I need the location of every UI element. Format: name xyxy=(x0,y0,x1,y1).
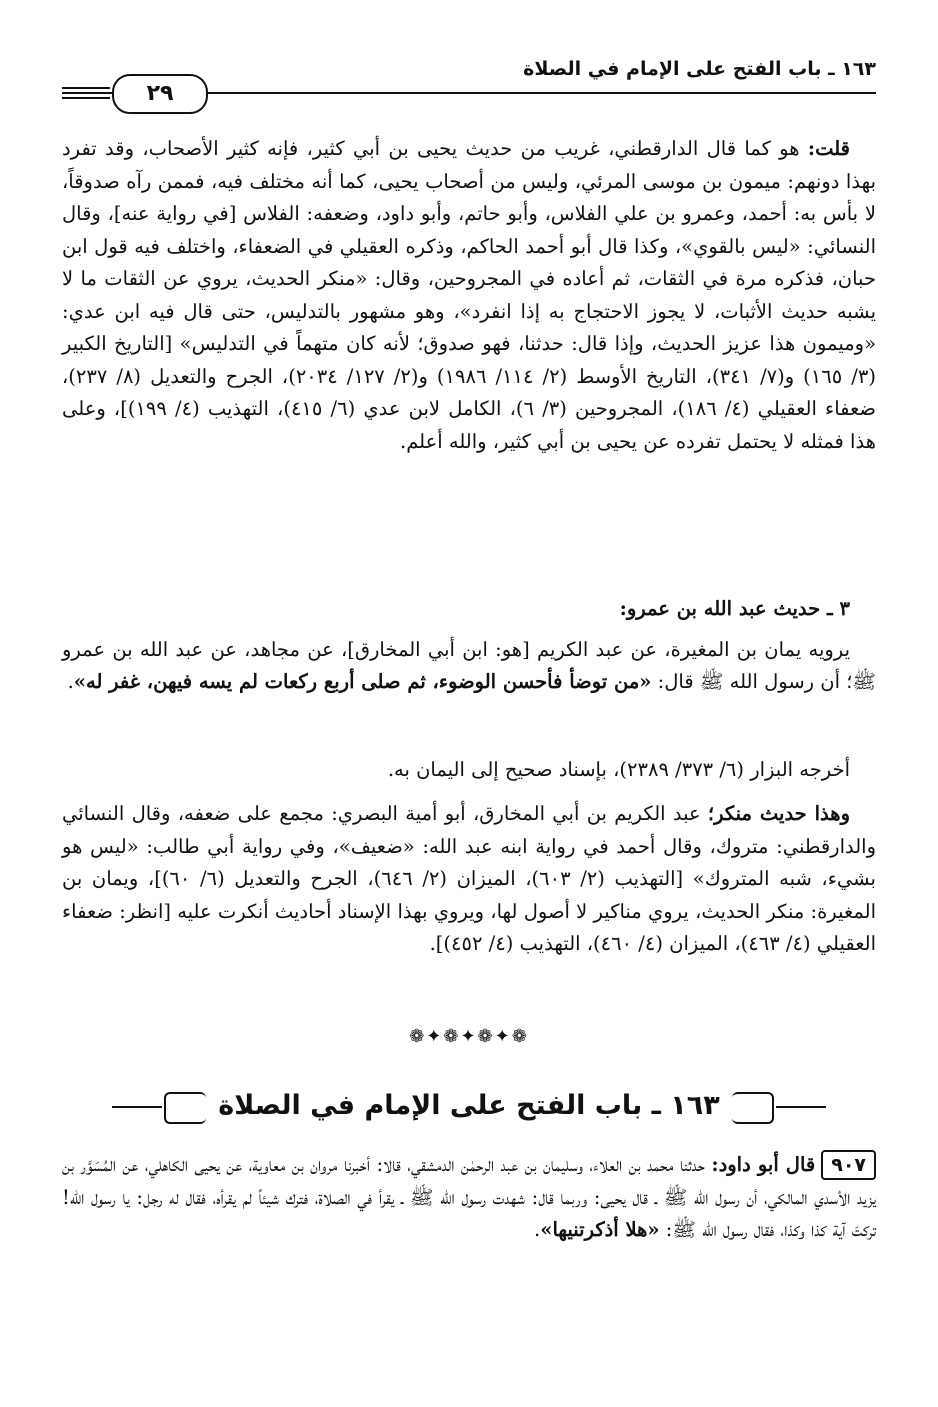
hadith-entry xyxy=(62,1149,876,1247)
hadith-matn: «من توضأ فأحسن الوضوء، ثم صلى أربع ركعات لم يسه فيهن، غفر له» xyxy=(73,670,652,693)
commentary-paragraph xyxy=(62,133,876,458)
hadith-lead: قال أبو داود: xyxy=(711,1153,816,1176)
takhrij-text: أخرجه البزار (٦/ ٣٧٣/ ٢٣٨٩)، بإسناد صحيح إلى اليمان به. xyxy=(387,758,850,781)
hadith-number: ٩٠٧ xyxy=(821,1150,876,1180)
hadith-text: حدثنا محمد بن العلاء، وسليمان بن عبد الرحمٰن الدمشقي، قالا: أخبرنا مروان بن معاوية، عن يحيى الكاهلي، عن المُسَوَّر بن يزيد الأسدي المالكي، أن رسول الله ﷺ ـ قال يحيى: وربما قال: شهدت رسول الله ﷺ ـ يقرأ في الصلاة، فترك شيئاً لم يقرأه، فقال له رجل: يا رسول الله! تركتَ آية كذا وكذا، فقال رسول الله ﷺ: xyxy=(62,1153,876,1241)
page-header xyxy=(62,52,876,122)
paragraph-lead: قلت: xyxy=(807,137,850,160)
punctuation: . xyxy=(534,1218,541,1241)
hadith-chain: يرويه يمان بن المغيرة، عن عبد الكريم [هو: ابن أبي المخارق]، عن مجاهد، عن عبد الله بن عمرو ﷺ؛ أن رسول الله ﷺ قال: xyxy=(62,637,876,693)
punctuation: . xyxy=(67,670,74,693)
hadith-quote: «هلا أذكرتنيها» xyxy=(540,1218,660,1241)
chapter-flourish-right xyxy=(776,1106,826,1108)
page-number: ٢٩ xyxy=(112,74,208,114)
chapter-heading xyxy=(150,1078,788,1134)
verdict-paragraph xyxy=(62,788,876,961)
chapter-title: ١٦٣ ـ باب الفتح على الإمام في الصلاة xyxy=(218,1090,720,1121)
header-rule-lower xyxy=(62,97,110,99)
running-title: ١٦٣ ـ باب الفتح على الإمام في الصلاة xyxy=(523,58,876,80)
takhrij-paragraph xyxy=(62,754,876,787)
chapter-bracket-right xyxy=(732,1092,774,1124)
section-heading: ٣ ـ حديث عبد الله بن عمرو: xyxy=(619,597,850,620)
verdict-lead: وهذا حديث منكر؛ xyxy=(707,802,850,825)
header-rule-upper xyxy=(62,87,110,89)
paragraph-text: هو كما قال الدارقطني، غريب من حديث يحيى بن أبي كثير، فإنه كثير الأصحاب، وقد تفرد بهذا دونهم: ميمون بن موسى المرئي، وليس من أصحاب يحيى، كما أنه مختلف فيه، فممن رآه صدوقاً، لا بأس به: أحمد، وعمرو بن علي الفلاس، وأبو حاتم، وأبو داود، وضعفه: الفلاس [في رواية عنه]، وقال النسائي: «ليس بالقوي»، وكذا قال أبو أحمد الحاكم، وذكره العقيلي في الضعفاء، واختلف فيه قول ابن حبان، فذكره مرة في الثقات، ثم أعاده في المجروحين، وقال: «منكر الحديث، يروي عن الثقات ما لا يشبه حديث الأثبات، لا يجوز الاحتجاج به إذا انفرد»، وهو مشهور بالتدليس، حتى قال فيه ابن عدي: «وميمون هذا عزيز الحديث، وإذا قال: حدثنا، فهو صدوق؛ لأنه كان متهماً في التدليس» [التاريخ الكبير (٣/ ١٦٥) و(٧/ ٣٤١)، التاريخ الأوسط (٢/ ١١٤/ ١٩٨٦) و(٢/ ١٢٧/ ٢٠٣٤)، الجرح والتعديل (٨/ ٢٣٧)، ضعفاء العقيلي (٤/ ١٨٦)، المجروحين (٣/ ٦)، الكامل لابن عدي (٦/ ٤١٥)، التهذيب (٤/ ١٩٩)]، وعلى هذا فمثله لا يحتمل تفرده عن يحيى بن أبي كثير، والله أعلم. xyxy=(62,137,876,453)
chapter-bracket-left xyxy=(164,1092,206,1124)
section-divider-ornament: ❁✦❁✦❁✦❁ xyxy=(409,1026,529,1047)
verdict-text: عبد الكريم بن أبي المخارق، أبو أمية البصري: مجمع على ضعفه، وقال النسائي والدارقطني: متروك، وقال أحمد في رواية ابنه عبد الله: «ضعيف»، وفي رواية أبي طالب: «ليس هو بشيء، شبه المتروك» [التهذيب (٢/ ٦٠٣)، الميزان (٢/ ٦٤٦)، الجرح والتعديل (٦/ ٦٠)]، ويمان بن المغيرة: منكر الحديث، يروي مناكير لا أصول لها، ويروي بهذا الإسناد أحاديث أنكرت عليه [انظر: ضعفاء العقيلي (٤/ ٤٦٣)، الميزان (٤/ ٤٦٠)، التهذيب (٤/ ٤٥٢)]. xyxy=(62,802,876,955)
chapter-flourish-left xyxy=(112,1106,162,1108)
chapter-title-frame xyxy=(192,1078,745,1134)
hadith-section xyxy=(62,593,876,699)
